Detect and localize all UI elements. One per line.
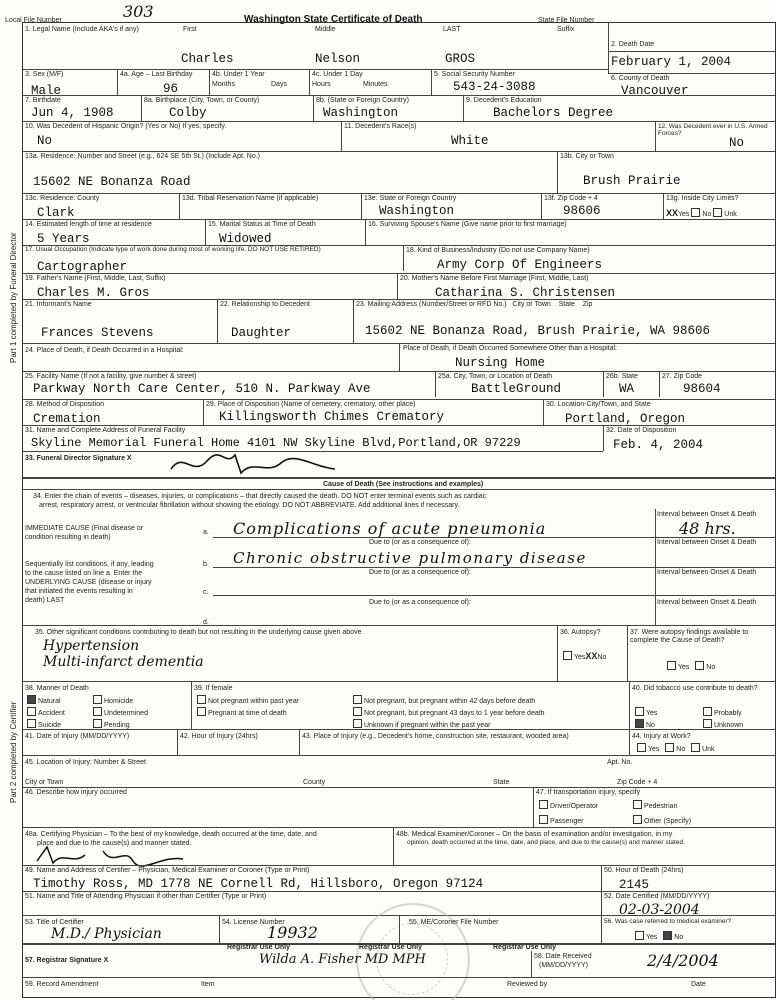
value-education: Bachelors Degree (493, 106, 614, 120)
local-file-number: 303 (123, 2, 154, 21)
label-autopsy: 36. Autopsy? (560, 629, 601, 636)
value-first-name: Charles (181, 52, 234, 66)
value-sex: Male (31, 84, 62, 98)
label-occupation: 17. Usual Occupation (Indicate type of work done during most of working life. DO NOT USE RETIRED) (25, 246, 321, 253)
referred-options: Yes No (635, 931, 683, 941)
value-residence-state: Washington (379, 204, 455, 218)
label-transport: 47. If transportation injury, specify (536, 789, 641, 796)
value-cause-b: Chronic obstructive pulmonary disease (233, 549, 587, 567)
label-under-1-day: 4c. Under 1 Day (312, 71, 363, 78)
label-residence-state: 13e. State or Foreign Country (364, 195, 457, 202)
label-county-of-death: 6. County of Death (611, 75, 670, 82)
label-death-city: 25a. City, Town, or Location of Death (438, 373, 553, 380)
value-armed-forces: No (729, 136, 745, 150)
label-father: 19. Father's Name (First, Middle, Last, Suffix) (25, 275, 166, 282)
value-title-certifier: M.D./ Physician (51, 926, 162, 942)
label-mailing: 23. Mailing Address (Number/Street or RFD No.) City or Town State Zip (356, 301, 593, 308)
value-disposition: Cremation (33, 412, 101, 426)
label-other-conditions: 35. Other significant conditions contributing to death but not resulting in the underlying cause given above (35, 629, 362, 636)
label-immediate: IMMEDIATE CAUSE (Final disease or (25, 525, 144, 532)
label-seq-3: UNDERLYING CAUSE (disease or injury (25, 579, 152, 586)
label-place-hospital: 24. Place of Death, if Death Occurred in a Hospital: (25, 347, 184, 354)
label-due-to-a: Due to (or as a consequence of): (369, 539, 471, 546)
value-other-1: Hypertension (43, 638, 140, 654)
female-1: Not pregnant within past year (197, 695, 299, 705)
value-certifier: Timothy Ross, MD 1778 NE Cornell Rd, Hillsboro, Oregon 97124 (33, 877, 484, 891)
funeral-director-signature (163, 449, 343, 479)
label-injury-work: 44. Injury at Work? (632, 733, 691, 740)
label-record-amendment: 59. Record Amendment (25, 981, 99, 988)
label-race: 11. Decedent's Race(s) (344, 123, 417, 130)
value-hour-death: 2145 (619, 878, 650, 892)
label-hours: Hours (312, 81, 331, 88)
label-age: 4a. Age – Last Birthday (120, 71, 193, 78)
transport-pedestrian: Pedestrian (633, 800, 677, 810)
value-ssn: 543-24-3088 (453, 80, 536, 94)
label-line-c: c. (203, 589, 209, 596)
value-death-date: February 1, 2004 (611, 55, 732, 69)
part2-side-label: Part 2 completed by Certifier (9, 701, 18, 803)
label-last: LAST (443, 26, 461, 33)
value-death-city: BattleGround (471, 382, 562, 396)
label-medical-examiner-2: opinion, death occurred at the time, date, and place, and due to the cause(s) and manner stated. (407, 839, 685, 846)
manner-pending: Pending (93, 719, 130, 729)
value-funeral-facility: Skyline Memorial Funeral Home 4101 NW Skyline Blvd,Portland,OR 97229 (31, 436, 521, 450)
value-last-name: GROS (445, 52, 476, 66)
label-due-to-c: Due to (or as a consequence of): (369, 599, 471, 606)
label-referred: 56. Was case referred to medical examiner? (604, 918, 732, 925)
label-hour-death: 50. Hour of Death (24hrs) (604, 867, 684, 874)
label-days: Days (271, 81, 287, 88)
label-seq-5: death) LAST (25, 597, 65, 604)
tobacco-yes: Yes (635, 707, 657, 717)
label-birthplace-state: 8b. (State or Foreign Country) (316, 97, 409, 104)
label-zip: 13f. Zip Code + 4 (544, 195, 598, 202)
value-birthdate: Jun 4, 1908 (31, 106, 114, 120)
label-if-female: 39. If female (194, 685, 233, 692)
transport-passenger: Passenger (539, 815, 583, 825)
label-seq-4: that initiated the events resulting in (25, 588, 133, 595)
value-place-other: Nursing Home (455, 356, 546, 370)
value-death-state: WA (619, 382, 635, 396)
label-line-d: d. (203, 619, 209, 626)
value-date-received: 2/4/2004 (647, 951, 719, 970)
certificate-title: Washington State Certificate of Death (244, 14, 423, 25)
value-zip: 98606 (563, 204, 601, 218)
label-certifying-physician-2: place and due to the cause(s) and manner stated. (37, 840, 192, 847)
label-minutes: Minutes (363, 81, 388, 88)
manner-homicide: Homicide (93, 695, 133, 705)
value-residence-street: 15602 NE Bonanza Road (33, 175, 191, 189)
label-injury-hour: 42. Hour of Injury (24hrs) (180, 733, 258, 740)
autopsy-findings-options: Yes No (667, 661, 715, 671)
label-license: 54. License Number (222, 919, 285, 926)
label-residence-county: 13c. Residence: County (25, 195, 100, 202)
label-facility: 25. Facility Name (If not a facility, give number & street) (25, 373, 197, 380)
local-file-label: Local File Number (5, 17, 62, 24)
transport-other: Other (Specify) (633, 815, 691, 825)
manner-undetermined: Undetermined (93, 707, 148, 717)
label-place-other: Place of Death, if Death Occurred Somewhere Other than a Hospital: (403, 345, 617, 352)
label-line-a: a. (203, 529, 209, 536)
label-certifier-name: 49. Name and Address of Certifier – Physician, Medical Examiner or Coroner (Type or Print) (25, 867, 310, 874)
label-relationship: 22. Relationship to Decedent (220, 301, 310, 308)
label-due-to-b: Due to (or as a consequence of): (369, 569, 471, 576)
value-father: Charles M. Gros (37, 286, 150, 300)
female-2: Pregnant at time of death (197, 707, 287, 717)
value-license: 19932 (267, 923, 318, 942)
label-suffix: Suffix (557, 26, 575, 33)
label-disposition-place: 29. Place of Disposition (Name of cemetery, crematory, other place) (206, 401, 416, 408)
city-limits-options: XXYes No Unk (666, 208, 737, 218)
label-injury-location: 45. Location of Injury: Number & Street (25, 759, 147, 766)
label-legal-name: 1. Legal Name (Include AKA's if any) (25, 26, 139, 33)
registrar-use-2: Registrar Use Only (359, 944, 423, 951)
value-residence-county: Clark (37, 206, 75, 220)
label-autopsy-findings: 37. Were autopsy findings available to complete the Cause of Death? (630, 629, 749, 645)
label-funeral-signature: 33. Funeral Director Signature X (25, 455, 132, 462)
label-me-file: 55. ME/Coroner File Number (409, 919, 499, 926)
label-death-date: 2. Death Date (611, 41, 655, 48)
label-chain-events-2: arrest, respiratory arrest, or ventricular fibrillation without showing the etiology. DO NOT ABBREVIATE. Add additional lines if necessary. (39, 502, 460, 509)
value-cause-a: Complications of acute pneumonia (233, 519, 547, 538)
female-3: Not pregnant, but pregnant within 42 days before death (353, 695, 535, 705)
value-time-residence: 5 Years (37, 232, 90, 246)
label-chain-events: 34. Enter the chain of events – diseases, injuries, or complications – that directly caused the death. DO NOT enter terminal events such as cardiac (33, 493, 487, 500)
value-interval-a: 48 hrs. (679, 519, 736, 538)
value-birth-city: Colby (169, 106, 207, 120)
label-interval-c: Interval between Onset & Death (657, 569, 757, 576)
value-disposition-date: Feb. 4, 2004 (613, 438, 704, 452)
value-middle-name: Nelson (315, 52, 361, 66)
label-marital: 15. Marital Status at Time of Death (208, 221, 316, 228)
value-hispanic: No (37, 134, 53, 148)
label-date-format: (MM/DD/YYYY) (539, 962, 588, 969)
label-mother: 20. Mother's Name Before First Marriage (First, Middle, Last) (400, 275, 589, 282)
value-marital: Widowed (219, 232, 272, 246)
label-interval-a: Interval between Onset & Death (657, 511, 757, 518)
label-informant: 21. Informant's Name (25, 301, 92, 308)
label-injury-county: County (303, 779, 326, 786)
label-title-certifier: 53. Title of Certifier (25, 919, 84, 926)
label-injury-date: 41. Date of Injury (MM/DD/YYYY) (25, 733, 130, 740)
label-under-1-year: 4b. Under 1 Year (212, 71, 265, 78)
label-city-limits: 13g. Inside City Limits? (666, 195, 739, 202)
label-city-town: 13b. City or Town (560, 153, 614, 160)
label-hispanic: 10. Was Decedent of Hispanic Origin? (Yes or No) If yes, specify. (25, 123, 227, 130)
manner-accident: Accident (27, 707, 65, 717)
manner-suicide: Suicide (27, 719, 61, 729)
label-disposition-date: 32. Date of Disposition (606, 427, 677, 434)
label-manner: 38. Manner of Death (25, 685, 89, 692)
label-date-received: 58. Date Received (534, 953, 592, 960)
value-informant: Frances Stevens (41, 326, 154, 340)
label-reviewed: Reviewed by (507, 981, 548, 988)
part1-side-label: Part 1 completed by Funeral Director (9, 232, 18, 363)
value-registrar-signature: Wilda A. Fisher MD MPH (259, 952, 426, 967)
value-birth-state: Washington (323, 106, 399, 120)
label-months: Months (212, 81, 235, 88)
label-tribal: 13d. Tribal Reservation Name (if applicable) (182, 195, 319, 202)
certificate-form (5, 2, 776, 998)
value-other-2: Multi-infarct dementia (43, 654, 204, 670)
manner-natural: Natural (27, 695, 61, 705)
label-date-certified: 52. Date Certified (MM/DD/YYYY) (604, 893, 710, 900)
label-attending: 51. Name and Title of Attending Physician if other than Certifier (Type or Print) (25, 893, 267, 900)
label-sex: 3. Sex (M/F) (25, 71, 64, 78)
value-age: 96 (163, 82, 179, 96)
label-seq-1: Sequentially list conditions, if any, leading (25, 561, 154, 568)
tobacco-no: No (635, 719, 655, 729)
label-line-b: b. (203, 561, 209, 568)
value-facility: Parkway North Care Center, 510 N. Parkway Ave (33, 382, 371, 396)
value-county-of-death: Vancouver (621, 84, 689, 98)
label-interval-d: Interval between Onset & Death (657, 599, 757, 606)
value-disposition-place: Killingsworth Chimes Crematory (219, 410, 445, 424)
label-injury-state: State (493, 779, 510, 786)
label-education: 9. Decedent's Education (466, 97, 542, 104)
label-seq-2: to the cause listed on line a. Enter the (25, 570, 143, 577)
label-armed-forces: 12. Was Decedent ever in U.S. Armed Forces? (658, 123, 768, 138)
label-immediate-2: condition resulting in death) (25, 534, 111, 541)
label-death-zip: 27. Zip Code (662, 373, 703, 380)
label-injury-zip: Zip Code + 4 (617, 779, 658, 786)
label-residence-street: 13a. Residence: Number and Street (e.g., 624 SE 5th St.) (Include Apt. No.) (25, 153, 261, 160)
value-mother: Catharina S. Christensen (435, 286, 616, 300)
value-date-certified: 02-03-2004 (619, 902, 700, 918)
state-file-label: State File Number (538, 17, 595, 24)
autopsy-options: YesXXNo (563, 651, 606, 661)
label-item: Item (201, 981, 215, 988)
label-business: 18. Kind of Business/Industry (Do not use Company Name) (406, 247, 590, 254)
label-spouse: 16. Surviving Spouse's Name (Give name prior to first marriage) (368, 221, 567, 228)
female-5: Unknown if pregnant within the past year (353, 719, 490, 729)
label-registrar-signature: 57. Registrar Signature X (25, 957, 109, 964)
value-race: White (451, 134, 489, 148)
value-disposition-location: Portland, Oregon (565, 412, 686, 426)
value-relationship: Daughter (231, 326, 292, 340)
label-disposition: 28. Method of Disposition (25, 401, 104, 408)
label-birthplace-city: 8a. Birthplace (City, Town, or County) (144, 97, 260, 104)
value-mailing: 15602 NE Bonanza Road, Brush Prairie, WA 98606 (365, 324, 711, 338)
label-apt: Apt. No. (607, 759, 633, 766)
label-medical-examiner: 48b. Medical Examiner/Coroner – On the basis of examination and/or investigation, in my (396, 831, 673, 838)
label-tobacco: 40. Did tobacco use contribute to death? (632, 685, 758, 692)
label-injury-city: City or Town (25, 779, 64, 786)
tobacco-unknown: Unknown (703, 719, 743, 729)
injury-work-options: Yes No Unk (637, 743, 715, 753)
label-date: Date (691, 981, 706, 988)
label-first: First (183, 26, 197, 33)
label-birthdate: 7. Birthdate (25, 97, 61, 104)
label-certifying-physician: 48a. Certifying Physician – To the best of my knowledge, death occurred at the time, date, and (25, 831, 317, 838)
cause-section-title: Cause of Death (See instructions and examples) (323, 481, 484, 488)
transport-driver: Driver/Operator (539, 800, 598, 810)
label-injury-how: 46. Describe how injury occurred (25, 789, 127, 796)
registrar-use-1: Registrar Use Only (227, 944, 291, 951)
value-death-zip: 98604 (683, 382, 721, 396)
label-time-residence: 14. Estimated length of time at residence (25, 221, 152, 228)
label-ssn: 5. Social Security Number (434, 71, 515, 78)
value-city: Brush Prairie (583, 174, 681, 188)
label-funeral-facility: 31. Name and Complete Address of Funeral Facility (25, 427, 186, 434)
label-middle: Middle (315, 26, 336, 33)
female-4: Not pregnant, but pregnant 43 days to 1 year before death (353, 707, 545, 717)
label-disposition-location: 30. Location-City/Town, and State (546, 401, 651, 408)
tobacco-probably: Probably (703, 707, 742, 717)
value-business: Army Corp Of Engineers (437, 258, 603, 272)
label-death-state: 26b. State (606, 373, 638, 380)
label-interval-b: Interval between Onset & Death (657, 539, 757, 546)
value-occupation: Cartographer (37, 260, 128, 274)
label-injury-place: 43. Place of Injury (e.g., Decedent's home, construction site, restaurant, wooded area) (302, 733, 569, 740)
registrar-use-3: Registrar Use Only (493, 944, 557, 951)
